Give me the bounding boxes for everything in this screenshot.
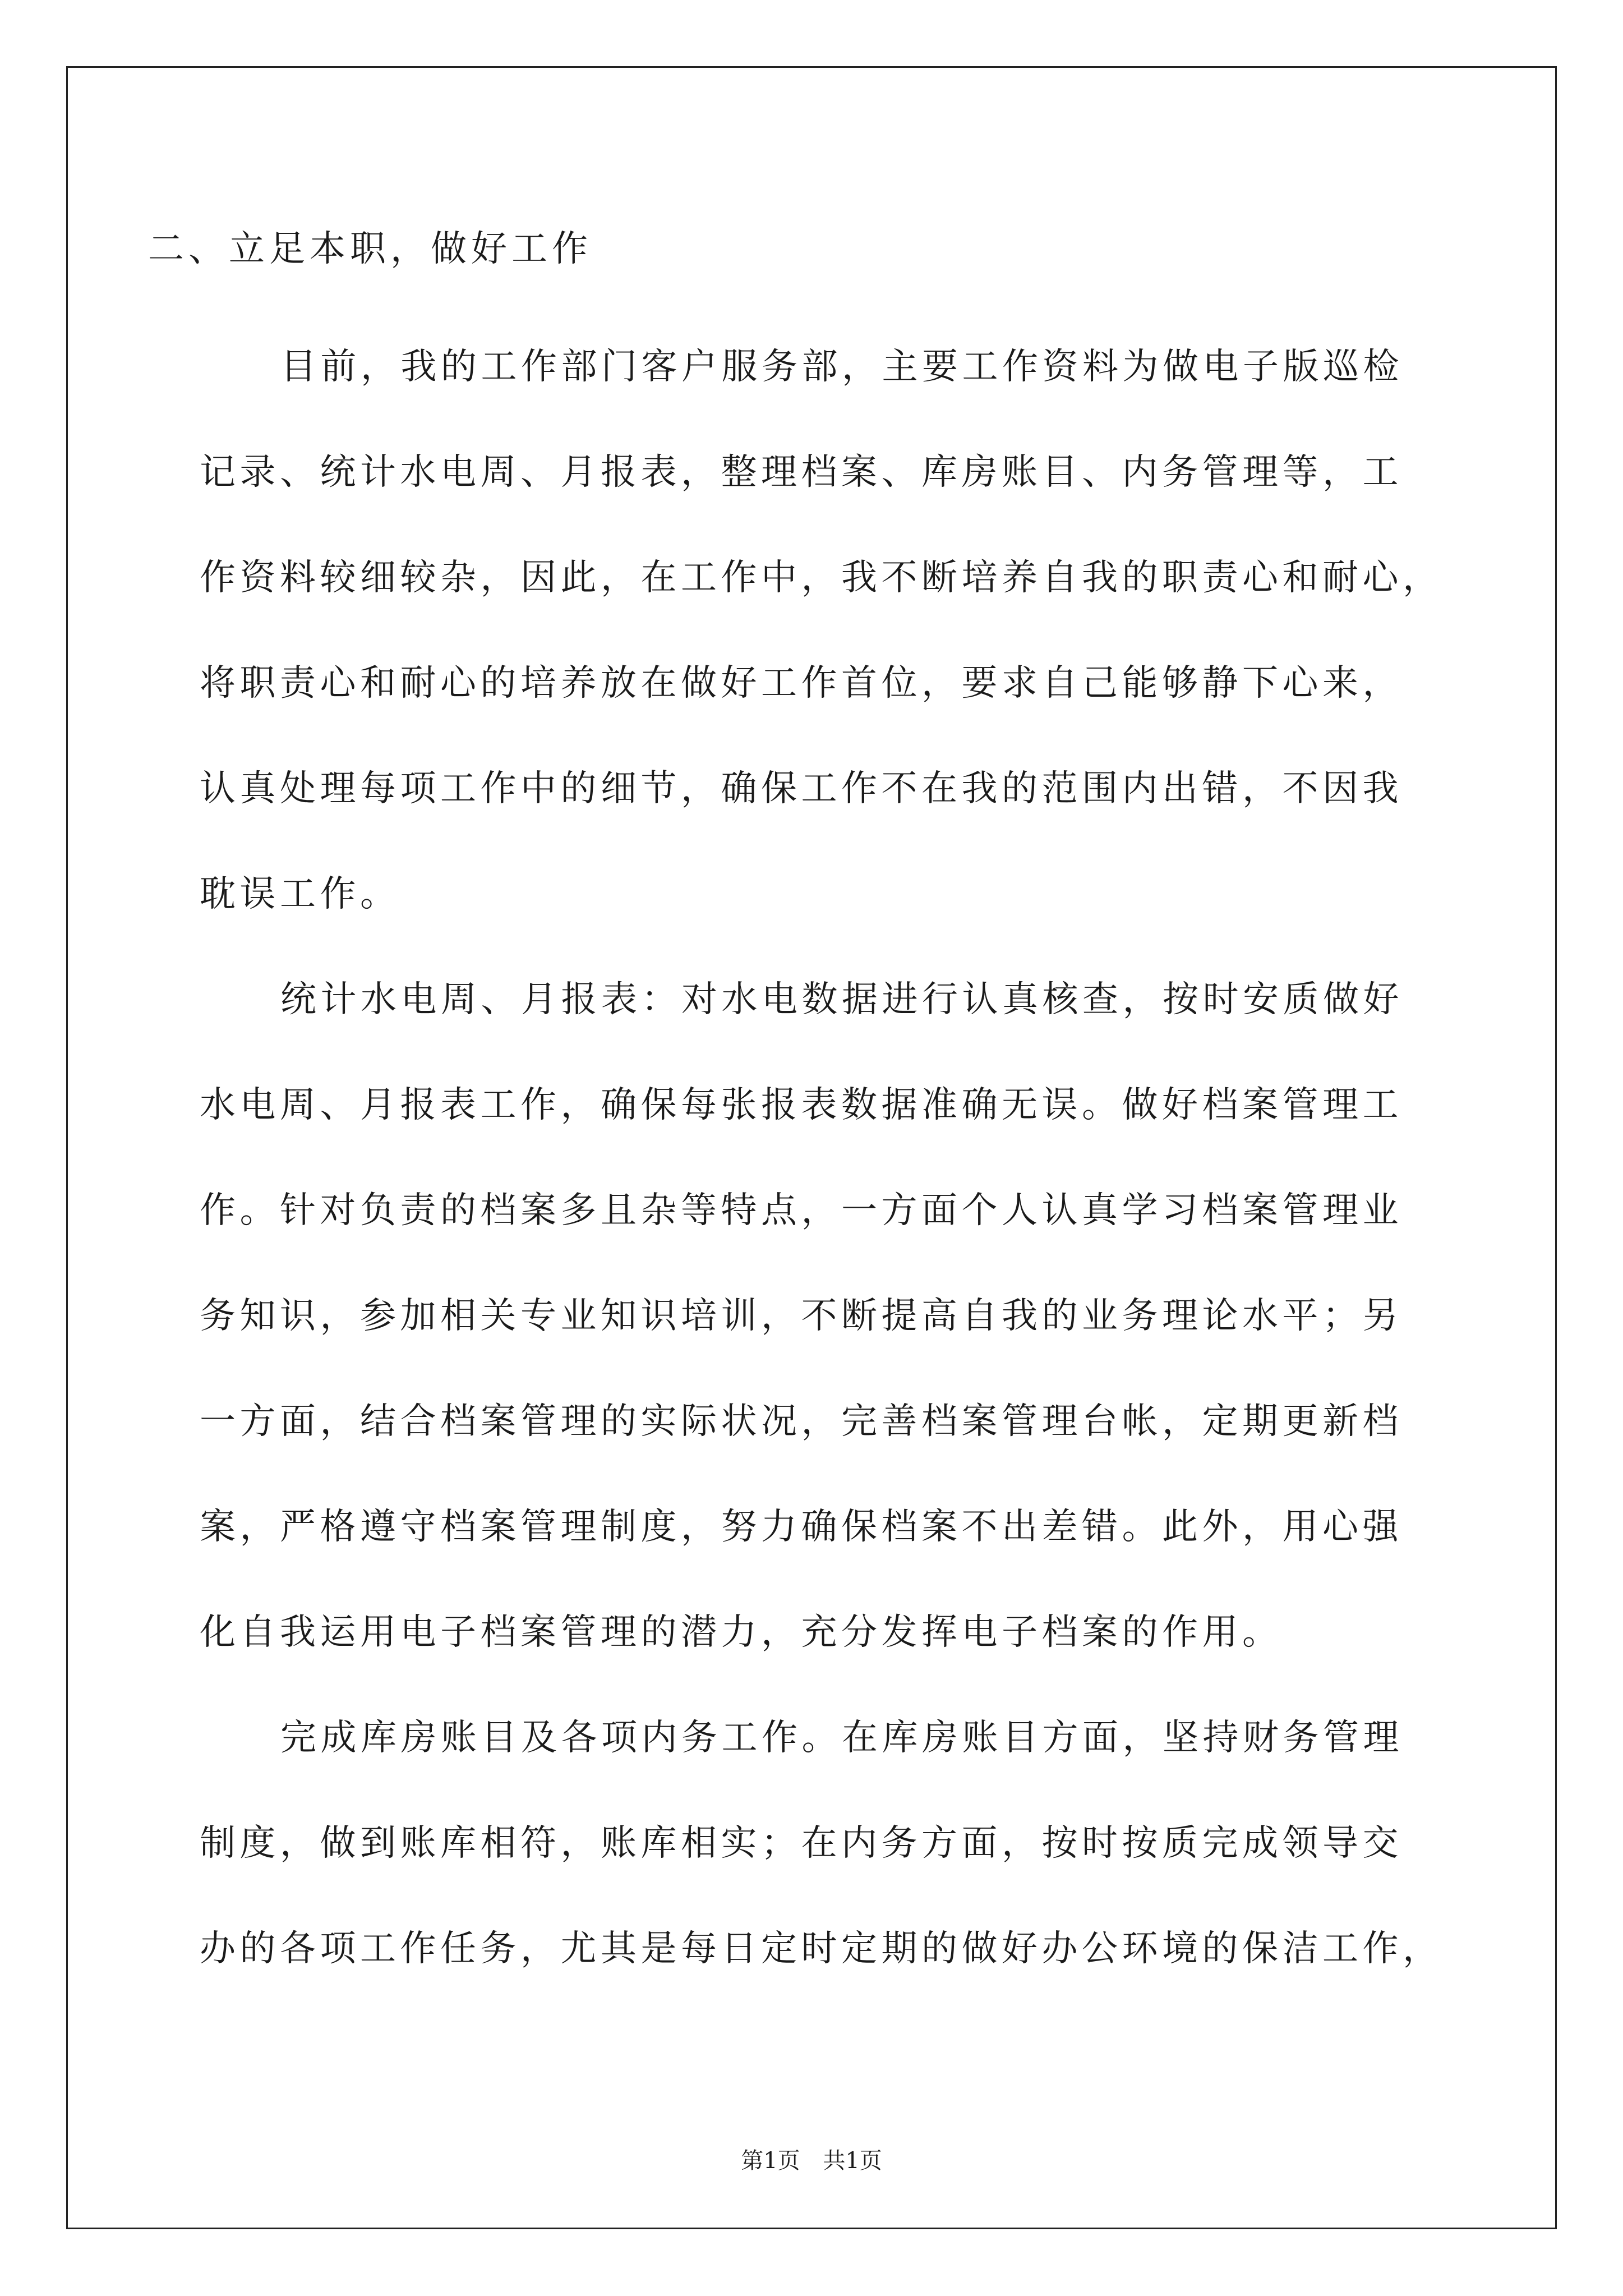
body-line: 将职责心和耐心的培养放在做好工作首位，要求自己能够静下心来， — [200, 662, 1403, 704]
page-border — [66, 66, 1557, 2229]
page-number: 第1页 — [741, 2148, 800, 2174]
body-line: 务知识，参加相关专业知识培训，不断提高自我的业务理论水平；另 — [200, 1295, 1403, 1337]
body-line: 目前，我的工作部门客户服务部，主要工作资料为做电子版巡检 — [280, 346, 1403, 388]
body-line: 案，严格遵守档案管理制度，努力确保档案不出差错。此外，用心强 — [200, 1506, 1403, 1548]
body-line: 化自我运用电子档案管理的潜力，充分发挥电子档案的作用。 — [200, 1612, 1283, 1653]
body-line: 水电周、月报表工作，确保每张报表数据准确无误。做好档案管理工 — [200, 1084, 1403, 1126]
body-line: 一方面，结合档案管理的实际状况，完善档案管理台帐，定期更新档 — [200, 1401, 1403, 1442]
body-line: 作资料较细较杂，因此，在工作中，我不断培养自我的职责心和耐心， — [200, 557, 1443, 599]
page-total: 共1页 — [823, 2148, 882, 2174]
body-line: 制度，做到账库相符，账库相实；在内务方面，按时按质完成领导交 — [200, 1823, 1403, 1864]
body-line: 耽误工作。 — [200, 873, 400, 915]
body-line: 作。针对负责的档案多且杂等特点，一方面个人认真学习档案管理业 — [200, 1190, 1403, 1231]
section-heading: 二、立足本职，做好工作 — [148, 228, 592, 270]
body-line: 完成库房账目及各项内务工作。在库房账目方面，坚持财务管理 — [280, 1717, 1403, 1759]
body-line: 记录、统计水电周、月报表，整理档案、库房账目、内务管理等，工 — [200, 452, 1403, 493]
body-line: 统计水电周、月报表：对水电数据进行认真核查，按时安质做好 — [280, 979, 1403, 1020]
body-line: 认真处理每项工作中的细节，确保工作不在我的范围内出错，不因我 — [200, 768, 1403, 809]
body-line: 办的各项工作任务，尤其是每日定时定期的做好办公环境的保洁工作， — [200, 1928, 1443, 1970]
page-footer — [0, 2143, 1623, 2175]
